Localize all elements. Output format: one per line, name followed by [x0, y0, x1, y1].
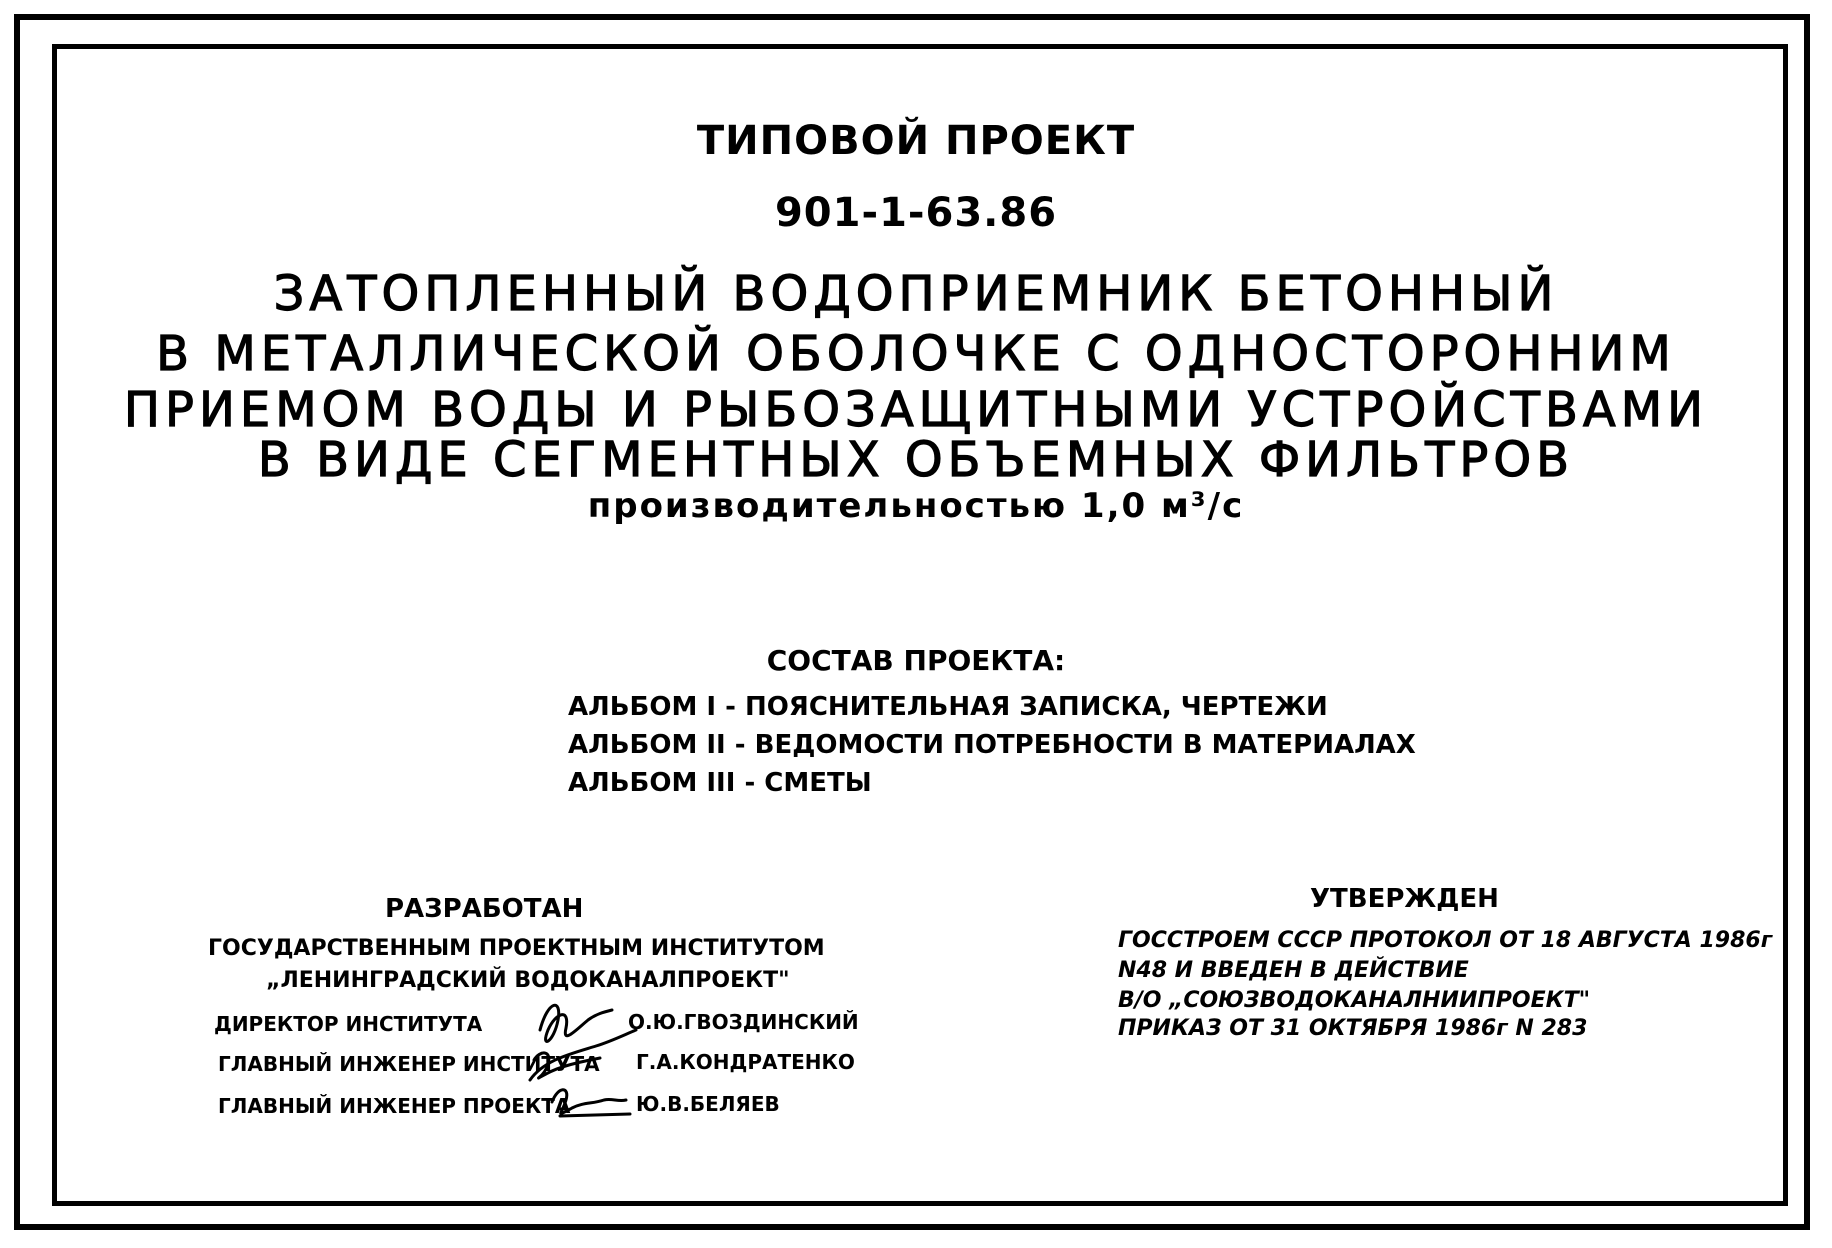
staff-name: О.Ю.ГВОЗДИНСКИЙ [628, 1010, 859, 1034]
project-title-line-2: В МЕТАЛЛИЧЕСКОЙ ОБОЛОЧКЕ С ОДНОСТОРОННИМ [156, 326, 1676, 382]
staff-role: ГЛАВНЫЙ ИНЖЕНЕР ПРОЕКТА [218, 1094, 571, 1118]
developed-heading: РАЗРАБОТАН [385, 894, 584, 924]
project-number: 901-1-63.86 [774, 190, 1058, 236]
staff-role: ГЛАВНЫЙ ИНЖЕНЕР ИНСТИТУТА [218, 1052, 600, 1076]
approved-heading: УТВЕРЖДЕН [1310, 884, 1499, 914]
capacity-line: производительностью 1,0 м³/с [587, 486, 1245, 526]
developer-org-line-1: ГОСУДАРСТВЕННЫМ ПРОЕКТНЫМ ИНСТИТУТОМ [208, 936, 825, 961]
approval-line: ГОССТРОЕМ СССР ПРОТОКОЛ ОТ 18 АВГУСТА 1986г [1118, 928, 1773, 953]
project-title-line-3: ПРИЕМОМ ВОДЫ И РЫБОЗАЩИТНЫМИ УСТРОЙСТВАМИ [123, 382, 1709, 438]
developer-org-line-2: „ЛЕНИНГРАДСКИЙ ВОДОКАНАЛПРОЕКТ" [266, 968, 790, 993]
staff-role: ДИРЕКТОР ИНСТИТУТА [214, 1012, 483, 1036]
staff-name: Г.А.КОНДРАТЕНКО [636, 1050, 855, 1074]
album-item: АЛЬБОМ I - ПОЯСНИТЕЛЬНАЯ ЗАПИСКА, ЧЕРТЕЖИ [568, 692, 1328, 722]
approval-line: В/О „СОЮЗВОДОКАНАЛНИИПРОЕКТ" [1118, 988, 1591, 1013]
album-item: АЛЬБОМ III - СМЕТЫ [568, 768, 872, 798]
staff-name: Ю.В.БЕЛЯЕВ [636, 1092, 780, 1116]
project-title-line-4: В ВИДЕ СЕГМЕНТНЫХ ОБЪЕМНЫХ ФИЛЬТРОВ [257, 432, 1575, 488]
document-type-heading: ТИПОВОЙ ПРОЕКТ [696, 118, 1136, 164]
composition-heading: СОСТАВ ПРОЕКТА: [766, 644, 1066, 677]
approval-line: N48 И ВВЕДЕН В ДЕЙСТВИЕ [1118, 958, 1469, 983]
album-item: АЛЬБОМ II - ВЕДОМОСТИ ПОТРЕБНОСТИ В МАТЕРИАЛАХ [568, 730, 1416, 760]
approval-line: ПРИКАЗ ОТ 31 ОКТЯБРЯ 1986г N 283 [1118, 1016, 1588, 1041]
project-title-line-1: ЗАТОПЛЕННЫЙ ВОДОПРИЕМНИК БЕТОННЫЙ [273, 266, 1559, 322]
